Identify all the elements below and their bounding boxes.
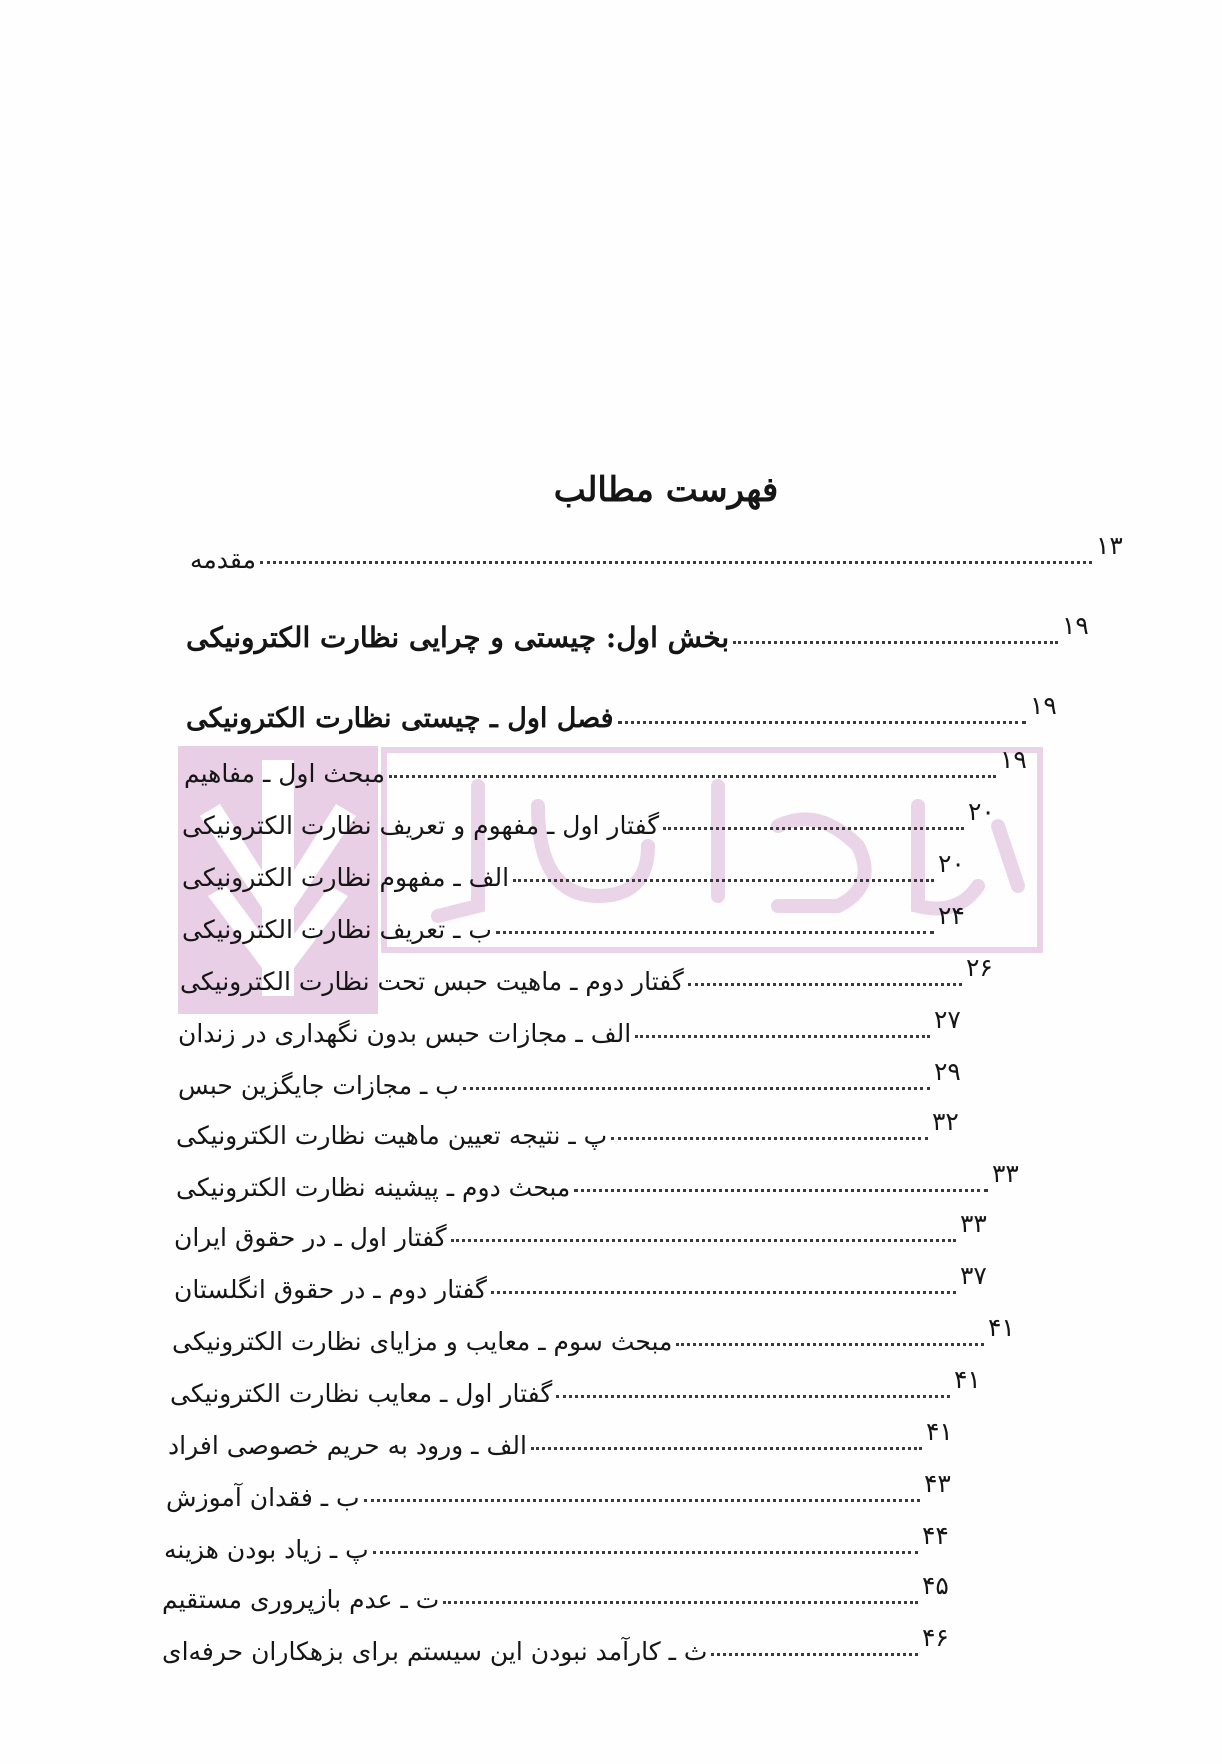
- toc-entry-page: ۴۱: [988, 1313, 1015, 1342]
- toc-entry-page: ۳۲: [932, 1107, 959, 1136]
- toc-entry-item[interactable]: [178, 1057, 968, 1100]
- toc-entry-item[interactable]: [164, 1521, 956, 1564]
- toc-entry-label: الف ـ مجازات حبس بدون نگهداری در زندان: [178, 1019, 632, 1048]
- dot-leader: [733, 641, 1058, 644]
- toc-entry-label: ب ـ فقدان آموزش: [166, 1483, 360, 1512]
- toc-entry-label: الف ـ ورود به حریم خصوصی افراد: [168, 1431, 527, 1460]
- dot-leader: [711, 1653, 918, 1656]
- toc-entry-page: ۲۰: [968, 797, 995, 826]
- toc-entry-page: ۳۳: [992, 1159, 1019, 1188]
- dot-leader: [574, 1189, 988, 1192]
- toc-entry-item[interactable]: [168, 1417, 960, 1460]
- toc-entry-label: پ ـ زیاد بودن هزینه: [164, 1535, 369, 1564]
- toc-entry-label: گفتار اول ـ معایب نظارت الکترونیکی: [170, 1379, 553, 1408]
- toc-entry-page: ۳۷: [960, 1261, 987, 1290]
- toc-entry-label: گفتار دوم ـ ماهیت حبس تحت نظارت الکترونیکی: [180, 967, 684, 996]
- toc-entry-page: ۲۴: [938, 901, 965, 930]
- toc-entry-page: ۴۱: [926, 1417, 953, 1446]
- toc-entry-label: گفتار دوم ـ در حقوق انگلستان: [174, 1275, 487, 1304]
- dot-leader: [688, 983, 962, 986]
- toc-entry-item[interactable]: [176, 1107, 966, 1150]
- toc-entry-page: ۲۷: [934, 1005, 961, 1034]
- dot-leader: [618, 721, 1026, 724]
- toc-entry-label: ت ـ عدم بازپروری مستقیم: [162, 1585, 440, 1614]
- toc-entry-label: الف ـ مفهوم نظارت الکترونیکی: [182, 863, 510, 892]
- toc-entry-page: ۲۹: [934, 1057, 961, 1086]
- toc-entry-label: ب ـ تعریف نظارت الکترونیکی: [182, 915, 492, 944]
- dot-leader: [556, 1395, 950, 1398]
- dot-leader: [611, 1137, 928, 1140]
- toc-entry-label: ب ـ مجازات جایگزین حبس: [178, 1071, 459, 1100]
- toc-entry-page: ۴۱: [954, 1365, 981, 1394]
- toc-entry-page: ۱۹: [1030, 691, 1057, 720]
- toc-entry-topic[interactable]: [172, 1313, 1022, 1356]
- toc-entry-label: گفتار اول ـ مفهوم و تعریف نظارت الکترونیکی: [182, 811, 660, 840]
- toc-entry-label: گفتار اول ـ در حقوق ایران: [174, 1223, 447, 1252]
- dot-leader: [451, 1239, 956, 1242]
- dot-leader: [496, 931, 934, 934]
- toc-entry-discourse[interactable]: [174, 1209, 994, 1252]
- toc-entry-page: ۳۳: [960, 1209, 987, 1238]
- dot-leader: [491, 1291, 956, 1294]
- toc-entry-item[interactable]: [182, 849, 972, 892]
- toc-entry-label: مبحث اول ـ مفاهیم: [184, 759, 385, 788]
- toc-entry-page: ۱۹: [1062, 611, 1089, 640]
- toc-entry-item[interactable]: [166, 1469, 958, 1512]
- toc-entry-discourse[interactable]: [170, 1365, 988, 1408]
- toc-entry-label: پ ـ نتیجه تعیین ماهیت نظارت الکترونیکی: [176, 1121, 608, 1150]
- toc-title: فهرست مطالب: [553, 470, 779, 510]
- dot-leader: [463, 1087, 930, 1090]
- dot-leader: [373, 1551, 918, 1554]
- toc-entry-page: ۲۰: [938, 849, 965, 878]
- toc-entry-label: بخش اول: چیستی و چرایی نظارت الکترونیکی: [186, 621, 730, 654]
- dot-leader: [389, 775, 996, 778]
- toc-entry-chapter[interactable]: [186, 691, 1064, 734]
- toc-entry-page: ۴۴: [922, 1521, 949, 1550]
- toc-entry-label: ث ـ کارآمد نبودن این سیستم برای بزهکاران حرفه‌ای: [162, 1637, 708, 1666]
- toc-entry-topic[interactable]: [176, 1159, 1026, 1202]
- toc-entry-page: ۲۶: [966, 953, 993, 982]
- dot-leader: [513, 879, 934, 882]
- toc-entry-page: ۴۳: [924, 1469, 951, 1498]
- dot-leader: [443, 1601, 918, 1604]
- toc-entry-item[interactable]: [162, 1623, 956, 1666]
- toc-entry-item[interactable]: [178, 1005, 968, 1048]
- toc-entry-label: فصل اول ـ چیستی نظارت الکترونیکی: [186, 703, 614, 734]
- toc-entry-label: مقدمه: [190, 545, 256, 574]
- toc-entry-page: ۴۵: [922, 1571, 949, 1600]
- toc-entry-discourse[interactable]: [182, 797, 1002, 840]
- dot-leader: [260, 561, 1092, 564]
- toc-entry-discourse[interactable]: [174, 1261, 994, 1304]
- dot-leader: [531, 1447, 922, 1450]
- toc-entry-label: مبحث دوم ـ پیشینه نظارت الکترونیکی: [176, 1173, 571, 1202]
- toc-entry-page: ۱۹: [1000, 745, 1027, 774]
- toc-entry-page: ۴۶: [922, 1623, 949, 1652]
- dot-leader: [676, 1343, 984, 1346]
- toc-entry-item[interactable]: [162, 1571, 956, 1614]
- toc-entry-item[interactable]: [182, 901, 972, 944]
- toc-entry-page: ۱۳: [1096, 531, 1123, 560]
- toc-entry-section[interactable]: [186, 611, 1096, 654]
- toc-entry-intro[interactable]: [190, 531, 1130, 574]
- toc-entry-topic[interactable]: [184, 745, 1034, 788]
- dot-leader: [663, 827, 964, 830]
- toc-entry-discourse[interactable]: [180, 953, 1000, 996]
- dot-leader: [364, 1499, 920, 1502]
- dot-leader: [635, 1035, 930, 1038]
- toc-entry-label: مبحث سوم ـ معایب و مزایای نظارت الکترونیکی: [172, 1327, 673, 1356]
